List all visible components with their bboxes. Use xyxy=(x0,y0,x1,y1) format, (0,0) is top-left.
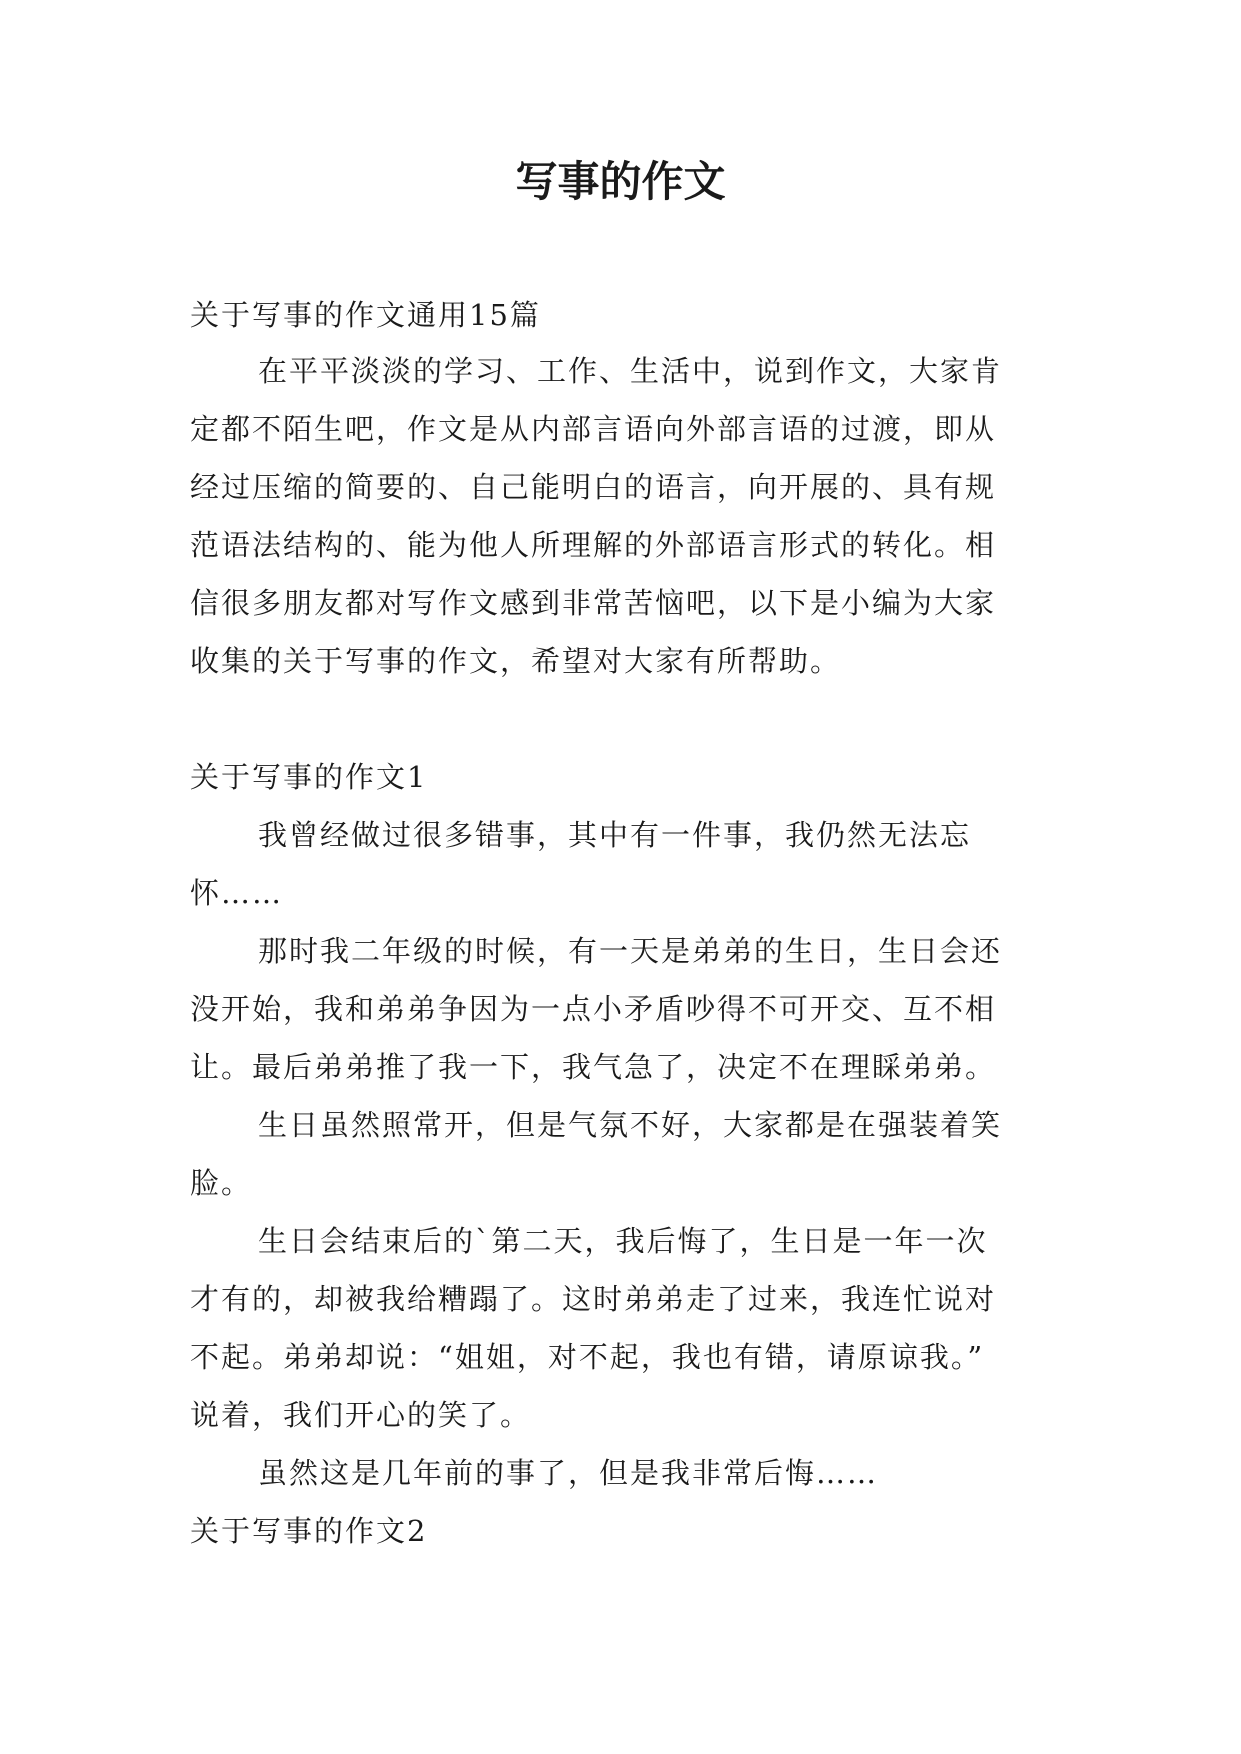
essay-line: 说着，我们开心的笑了。 xyxy=(190,1398,532,1432)
essay-line: 不起。弟弟却说：“姐姐，对不起，我也有错，请原谅我。” xyxy=(190,1340,985,1374)
essay-line: 生日虽然照常开，但是气氛不好，大家都是在强装着笑 xyxy=(258,1108,1003,1142)
intro-line: 经过压缩的简要的、自己能明白的语言，向开展的、具有规 xyxy=(190,470,997,504)
section-heading-1: 关于写事的作文1 xyxy=(190,760,428,794)
essay-line: 生日会结束后的`第二天，我后悔了，生日是一年一次 xyxy=(258,1224,988,1258)
intro-line: 信很多朋友都对写作文感到非常苦恼吧，以下是小编为大家 xyxy=(190,586,997,620)
document-title: 写事的作文 xyxy=(515,157,726,206)
essay-line: 虽然这是几年前的事了，但是我非常后悔…… xyxy=(258,1456,879,1490)
essay-line: 那时我二年级的时候，有一天是弟弟的生日，生日会还 xyxy=(258,934,1003,968)
essay-line: 我曾经做过很多错事，其中有一件事，我仍然无法忘 xyxy=(258,818,972,852)
intro-line: 定都不陌生吧，作文是从内部言语向外部言语的过渡，即从 xyxy=(190,412,997,446)
intro-line: 范语法结构的、能为他人所理解的外部语言形式的转化。相 xyxy=(190,528,997,562)
essay-line: 才有的，却被我给糟蹋了。这时弟弟走了过来，我连忙说对 xyxy=(190,1282,997,1316)
essay-line: 脸。 xyxy=(190,1166,253,1200)
section-heading-2: 关于写事的作文2 xyxy=(190,1514,428,1548)
essay-line: 让。最后弟弟推了我一下，我气急了，决定不在理睬弟弟。 xyxy=(190,1050,997,1084)
essay-line: 没开始，我和弟弟争因为一点小矛盾吵得不可开交、互不相 xyxy=(190,992,997,1026)
intro-line: 在平平淡淡的学习、工作、生活中，说到作文，大家肯 xyxy=(258,354,1003,388)
intro-line: 收集的关于写事的作文，希望对大家有所帮助。 xyxy=(190,644,842,678)
document-subtitle: 关于写事的作文通用15篇 xyxy=(190,298,541,332)
essay-line: 怀…… xyxy=(190,876,284,910)
